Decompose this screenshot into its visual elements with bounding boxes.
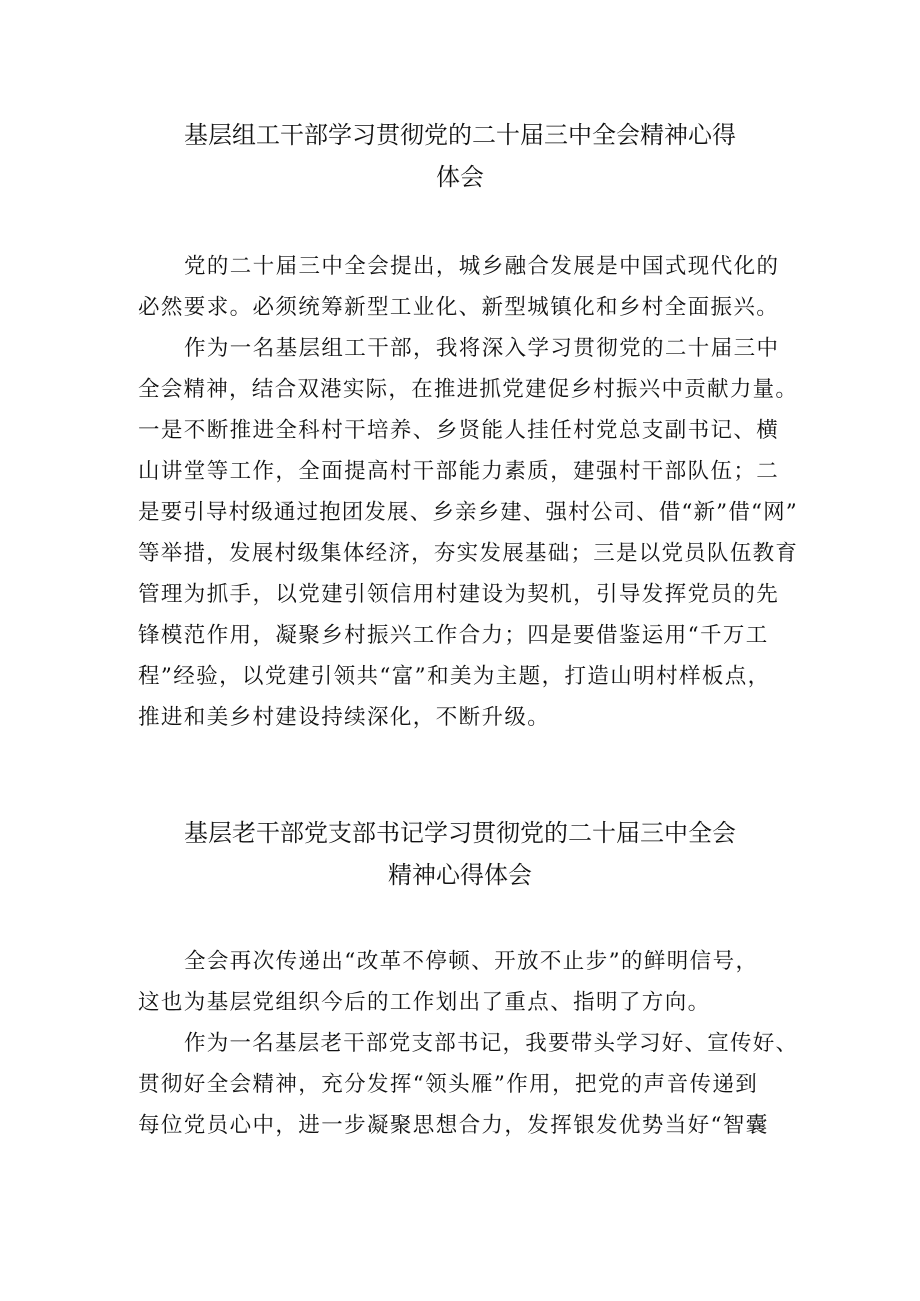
section-2-title	[130, 812, 790, 896]
paragraph-line: 管理为抓手，以党建引领信用村建设为契机，引导发挥党员的先	[138, 582, 780, 607]
paragraph-line: 作为一名基层老干部党支部书记，我要带头学习好、宣传好、	[184, 1031, 799, 1056]
section-2-body	[138, 941, 798, 1146]
section-1-title-line: 基层组工干部学习贯彻党的二十届三中全会精神心得	[184, 121, 736, 149]
section-1-title-line: 体会	[436, 163, 484, 191]
paragraph-line: 这也为基层党组织今后的工作划出了重点、指明了方向。	[138, 990, 711, 1015]
paragraph-line: 贯彻好全会精神，充分发挥“领头雁”作用，把党的声音传递到	[138, 1072, 759, 1097]
paragraph-line: 等举措，发展村级集体经济，夯实发展基础；三是以党员队伍教育	[138, 541, 799, 566]
paragraph-line: 必然要求。必须统筹新型工业化、新型城镇化和乡村全面振兴。	[138, 295, 780, 320]
paragraph-line: 是要引导村级通过抱团发展、乡亲乡建、强村公司、借“新”借“网”	[138, 500, 798, 525]
section-2-title-line: 精神心得体会	[388, 861, 532, 889]
section-1-title	[130, 114, 790, 198]
paragraph-line: 程”经验，以党建引领共“富”和美为主题，打造山明村样板点，	[138, 664, 771, 689]
paragraph-line: 山讲堂等工作，全面提高村干部能力素质，建强村干部队伍；二	[138, 459, 780, 484]
paragraph-line: 推进和美乡村建设持续深化，不断升级。	[138, 705, 551, 730]
paragraph-line: 党的二十届三中全会提出，城乡融合发展是中国式现代化的	[184, 254, 780, 279]
section-1-body	[138, 246, 798, 738]
paragraph-line: 一是不断推进全科村干培养、乡贤能人挂任村党总支副书记、横	[138, 418, 780, 443]
section-2-title-line: 基层老干部党支部书记学习贯彻党的二十届三中全会	[184, 819, 736, 847]
paragraph-line: 全会精神，结合双港实际，在推进抓党建促乡村振兴中贡献力量。	[138, 377, 799, 402]
paragraph-line: 全会再次传递出“改革不停顿、开放不止步”的鲜明信号，	[184, 949, 759, 974]
paragraph-line: 每位党员心中，进一步凝聚思想合力，发挥银发优势当好“智囊	[138, 1113, 769, 1138]
paragraph-line: 锋模范作用，凝聚乡村振兴工作合力；四是要借鉴运用“千万工	[138, 623, 769, 648]
paragraph-line: 作为一名基层组工干部，我将深入学习贯彻党的二十届三中	[184, 336, 780, 361]
